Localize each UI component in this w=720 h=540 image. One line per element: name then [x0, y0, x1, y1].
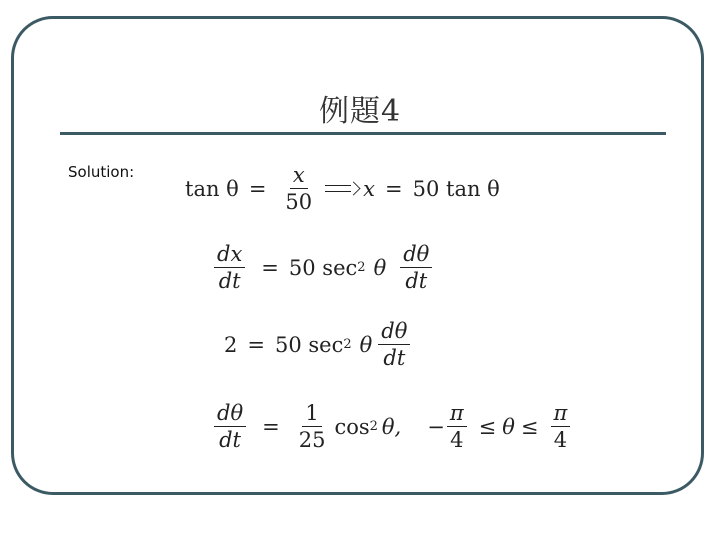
- slide-title: 例題4: [318, 94, 402, 129]
- title-divider: [60, 132, 666, 135]
- eq1-lhs: tan θ: [185, 176, 239, 201]
- eq1-rhs: 50 tan θ: [412, 176, 500, 201]
- eq4-cos: cos: [334, 414, 370, 439]
- eq2-rhs-denominator: dt: [405, 269, 428, 294]
- eq4-upper-pi: π: [551, 402, 571, 427]
- eq4-coef-denominator: 25: [298, 428, 326, 453]
- eq3-fraction: [378, 320, 410, 369]
- eq3-denominator: dt: [383, 346, 406, 371]
- eq4-coef-fraction: [296, 402, 329, 451]
- eq4-minus: −: [427, 414, 445, 439]
- eq4-exponent: 2: [369, 419, 378, 435]
- eq2-lhs-denominator: dt: [218, 269, 241, 294]
- eq3-equals: =: [247, 332, 265, 357]
- eq4-lhs-numerator: dθ: [214, 402, 246, 427]
- eq3-rhs: 50 sec: [274, 332, 344, 357]
- eq4-lower-four: 4: [450, 428, 464, 453]
- eq1-equals: =: [248, 176, 267, 201]
- eq4-lower-bound: [447, 402, 467, 451]
- eq2-lhs-numerator: dx: [214, 243, 245, 268]
- eq1-fraction: [282, 164, 315, 213]
- eq4-lhs-denominator: dt: [219, 428, 241, 453]
- eq4-theta-2: θ: [502, 414, 515, 439]
- eq3-lhs: 2: [224, 332, 238, 357]
- eq4-equals: =: [262, 414, 280, 439]
- eq2-rhs-numerator: dθ: [400, 243, 432, 268]
- eq1-rhs-var: x: [363, 176, 375, 201]
- eq4-theta: θ,: [381, 414, 402, 439]
- eq2-exponent: 2: [357, 260, 366, 276]
- eq4-lhs-fraction: [214, 402, 246, 451]
- eq3-numerator: dθ: [378, 320, 410, 345]
- eq1-frac-numerator: x: [290, 164, 308, 189]
- implies-arrow-icon: [325, 182, 359, 196]
- eq4-coef-numerator: 1: [302, 402, 321, 427]
- solution-label: Solution:: [68, 163, 135, 181]
- eq2-lhs-fraction: [214, 243, 245, 292]
- equation-4: [208, 402, 576, 451]
- eq4-lower-pi: π: [447, 402, 467, 427]
- eq1-rhs-equals: =: [385, 176, 403, 201]
- equation-1: [185, 164, 500, 213]
- eq2-theta: θ: [373, 255, 387, 280]
- eq2-rhs-fraction: [400, 243, 432, 292]
- eq2-equals: =: [261, 255, 279, 280]
- eq4-upper-four: 4: [553, 428, 568, 453]
- equation-3: [224, 320, 416, 369]
- eq1-frac-denominator: 50: [285, 190, 313, 215]
- eq4-upper-bound: [551, 402, 571, 451]
- eq3-exponent: 2: [343, 337, 352, 353]
- eq2-rhs: 50 sec: [288, 255, 358, 280]
- eq4-le-2: ≤: [520, 414, 539, 439]
- eq4-le-1: ≤: [478, 414, 497, 439]
- eq3-theta: θ: [359, 332, 373, 357]
- equation-2: [208, 243, 438, 292]
